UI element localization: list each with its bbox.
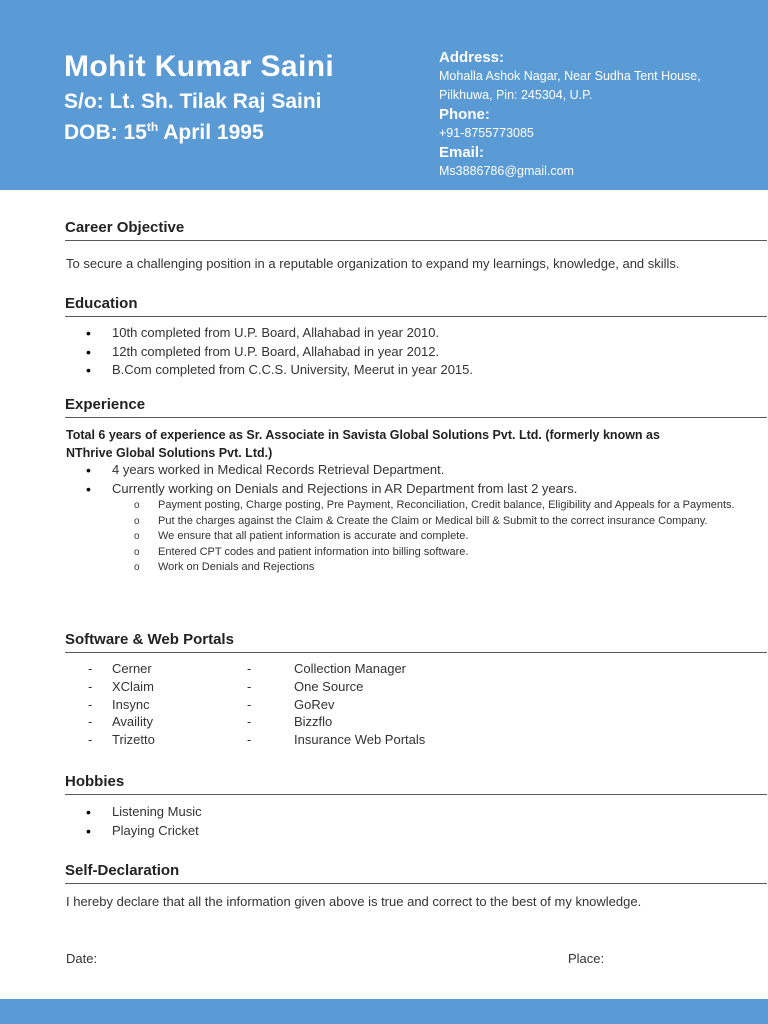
career-objective-text: To secure a challenging position in a reputable organization to expand my learnings, knowledge, and skills. (66, 256, 680, 271)
list-item: • B.Com completed from C.C.S. University, Meerut in year 2015. (86, 361, 473, 380)
experience-summary-line-2: NThrive Global Solutions Pvt. Ltd.) (66, 446, 273, 460)
declaration-heading: Self-Declaration (65, 862, 767, 884)
list-item: o We ensure that all patient information is accurate and complete. (134, 529, 744, 545)
address-line-1: Mohalla Ashok Nagar, Near Sudha Tent House, (439, 69, 701, 83)
address-line-2: Pilkhuwa, Pin: 245304, U.P. (439, 88, 593, 102)
dob-prefix: DOB: 15 (64, 121, 147, 144)
list-item: - One Source (247, 678, 425, 696)
career-objective-heading: Career Objective (65, 219, 767, 241)
software-list-col-2 (247, 660, 425, 749)
list-item: o Entered CPT codes and patient information into billing software. (134, 545, 744, 561)
experience-list (86, 461, 577, 498)
experience-duties-list (134, 498, 744, 576)
list-item: • 12th completed from U.P. Board, Allahabad in year 2012. (86, 343, 473, 362)
date-of-birth (64, 120, 264, 145)
list-item: • 4 years worked in Medical Records Retrieval Department. (86, 461, 577, 480)
list-item: - Insync (88, 696, 155, 714)
list-item: • 10th completed from U.P. Board, Allahabad in year 2010. (86, 324, 473, 343)
declaration-text: I hereby declare that all the information given above is true and correct to the best of my knowledge. (66, 894, 642, 909)
list-item: - Trizetto (88, 731, 155, 749)
phone-label: Phone: (439, 106, 490, 123)
software-heading: Software & Web Portals (65, 631, 767, 653)
list-item: • Currently working on Denials and Rejections in AR Department from last 2 years. (86, 480, 577, 499)
address-label: Address: (439, 49, 505, 66)
experience-heading: Experience (65, 396, 767, 418)
list-item: - Cerner (88, 660, 155, 678)
list-item: - Collection Manager (247, 660, 425, 678)
candidate-name: Mohit Kumar Saini (64, 50, 335, 83)
header-banner (0, 0, 768, 190)
contact-block (439, 48, 759, 181)
list-item: - GoRev (247, 696, 425, 714)
list-item: o Work on Denials and Rejections (134, 560, 744, 576)
email-value: Ms3886786@gmail.com (439, 164, 574, 178)
hobbies-list (86, 803, 202, 840)
father-name: S/o: Lt. Sh. Tilak Raj Saini (64, 90, 322, 113)
list-item: - Insurance Web Portals (247, 731, 425, 749)
experience-summary-line-1: Total 6 years of experience as Sr. Associate in Savista Global Solutions Pvt. Ltd. (formerly known as (66, 428, 660, 442)
place-label: Place: (568, 951, 605, 966)
education-list (86, 324, 473, 380)
footer-bar (0, 999, 768, 1024)
list-item: - XClaim (88, 678, 155, 696)
list-item: • Listening Music (86, 803, 202, 822)
phone-value: +91-8755773085 (439, 126, 534, 140)
software-list-col-1 (88, 660, 155, 749)
dob-suffix: th (146, 120, 159, 134)
list-item: o Payment posting, Charge posting, Pre Payment, Reconciliation, Credit balance, Eligibility and Appeals for a Payments. (134, 498, 744, 514)
dob-rest: April 1995 (158, 121, 264, 144)
education-heading: Education (65, 295, 767, 317)
email-label: Email: (439, 144, 485, 161)
list-item: - Availity (88, 713, 155, 731)
list-item: • Playing Cricket (86, 822, 202, 841)
list-item: o Put the charges against the Claim & Create the Claim or Medical bill & Submit to the correct insurance Company. (134, 514, 744, 530)
hobbies-heading: Hobbies (65, 773, 767, 795)
list-item: - Bizzflo (247, 713, 425, 731)
date-label: Date: (66, 951, 98, 966)
